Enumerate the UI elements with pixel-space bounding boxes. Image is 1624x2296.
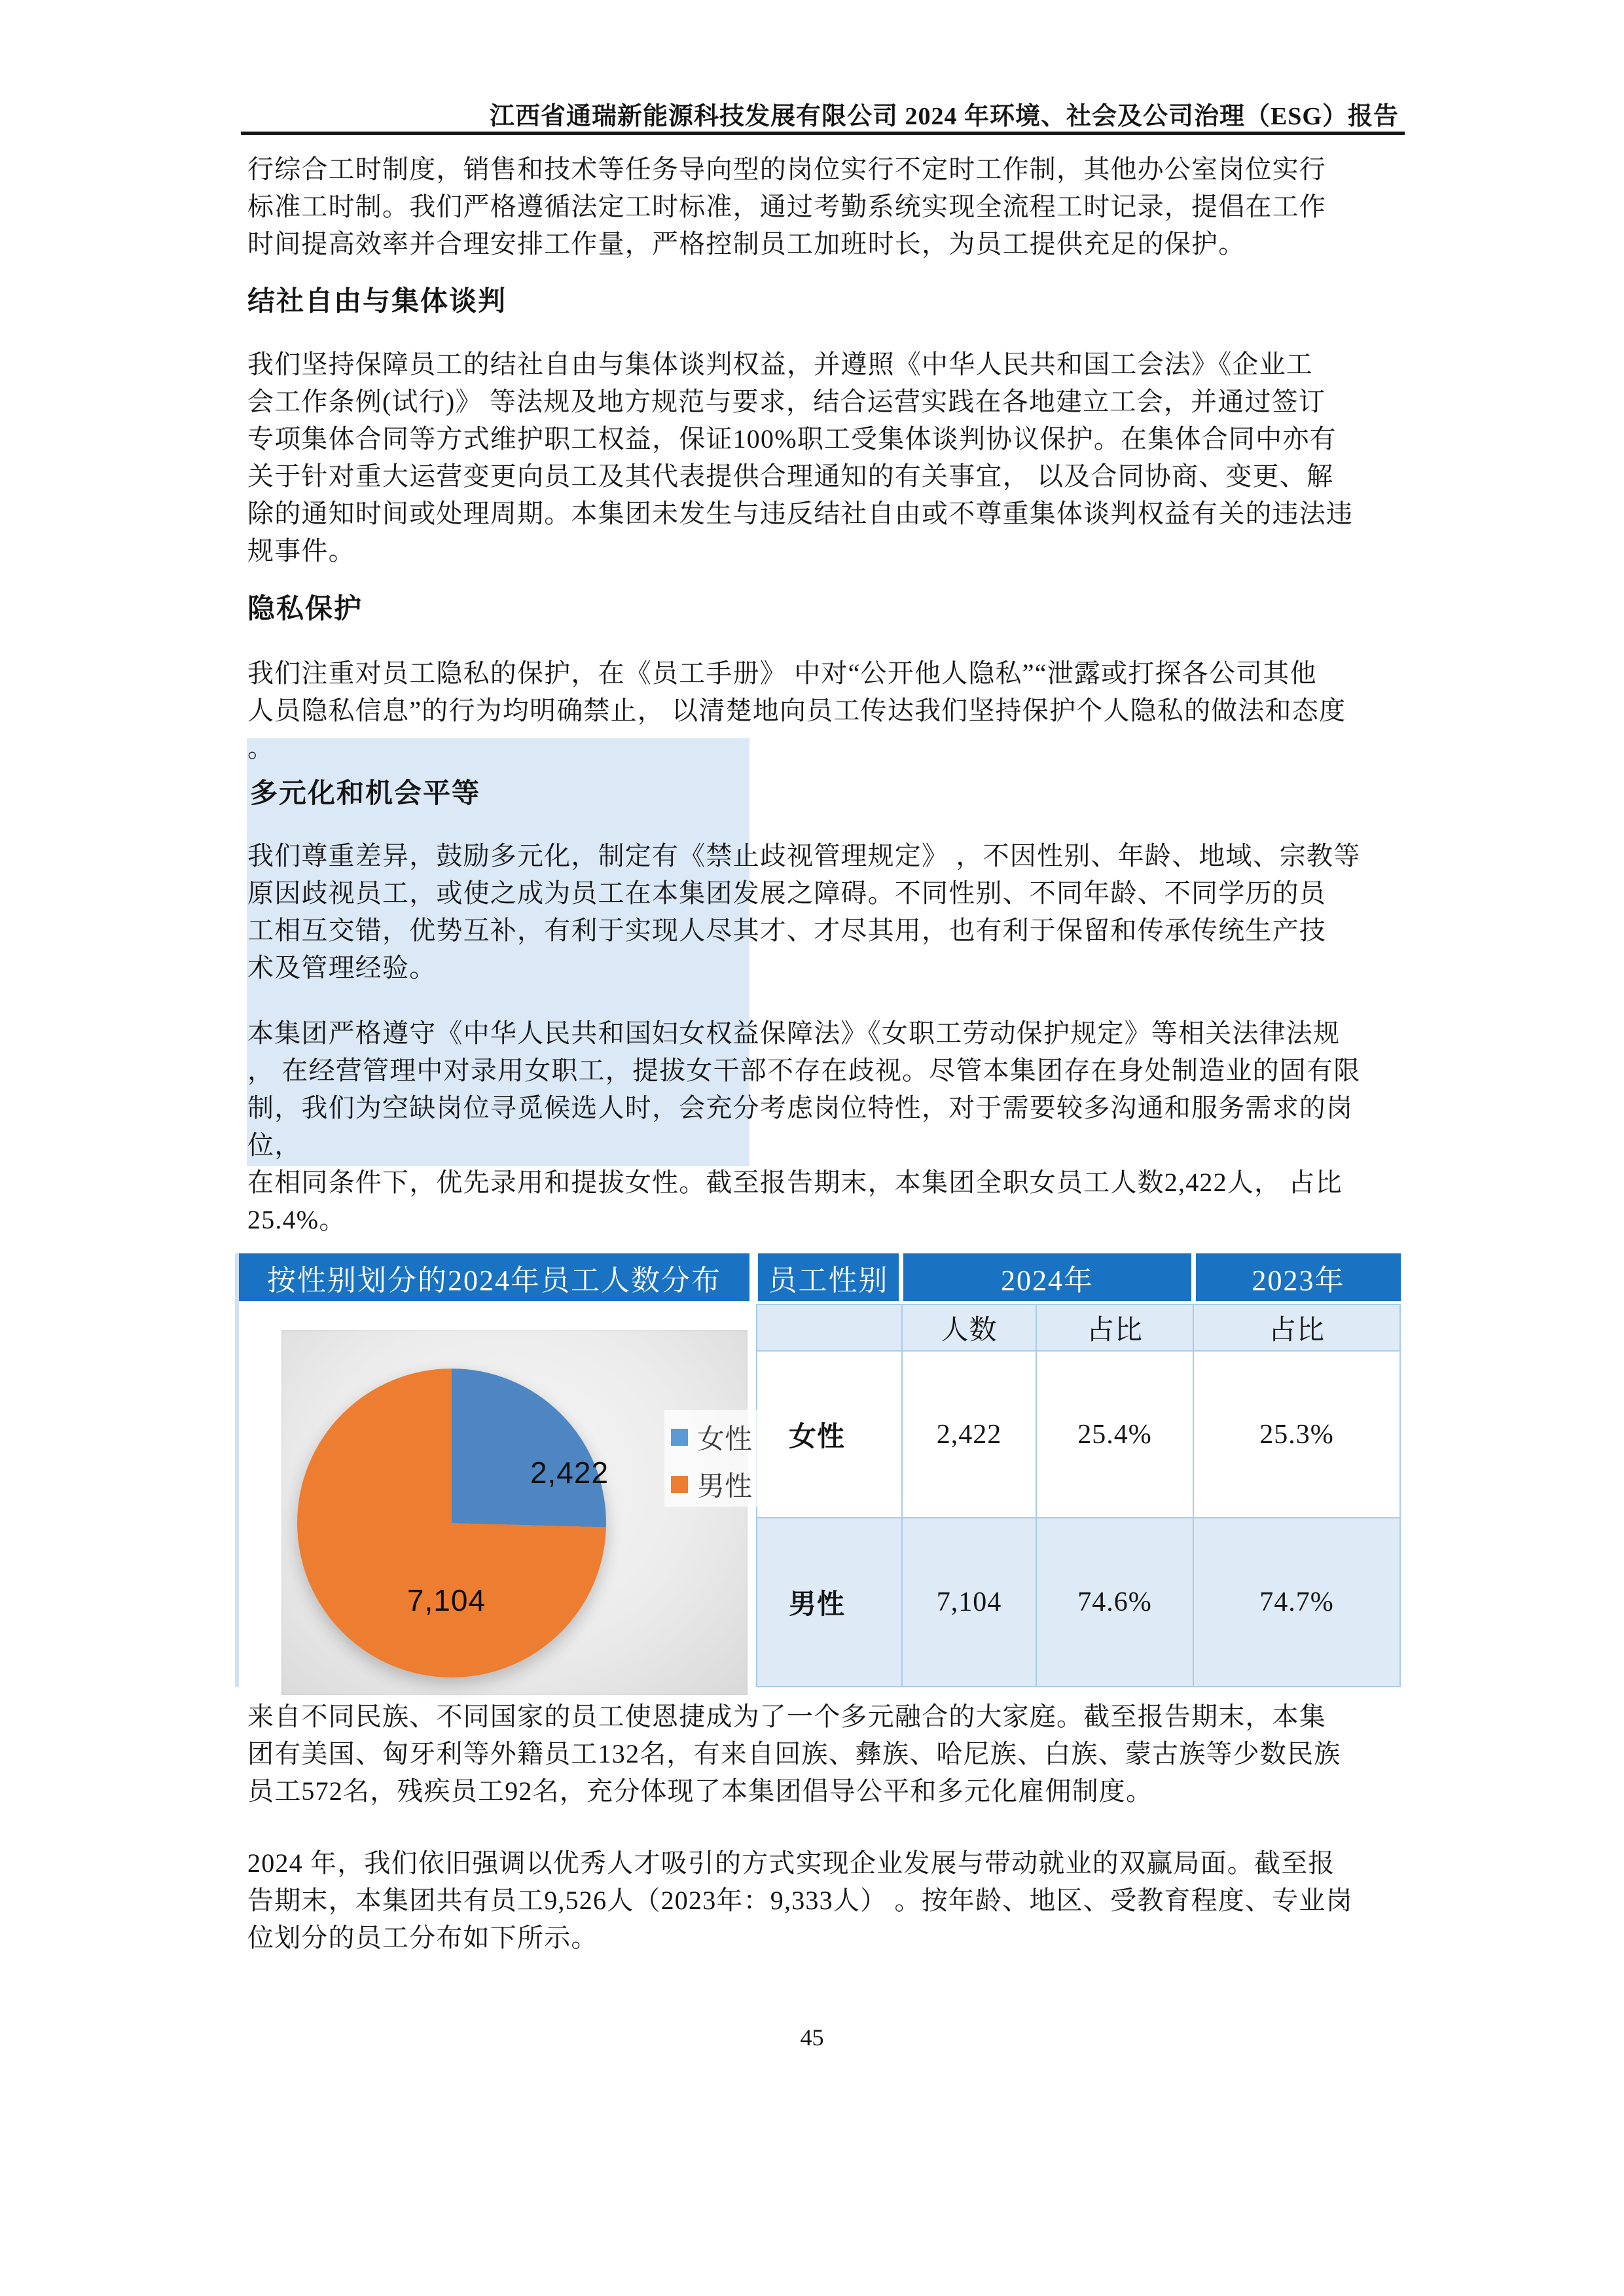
document-header-title: 江西省通瑞新能源科技发展有限公司 2024 年环境、社会及公司治理（ESG）报告	[489, 103, 1399, 130]
cell-gender: 女性	[789, 1422, 846, 1452]
paragraph-female-employment	[247, 1014, 1405, 1238]
paragraph-collective-bargaining	[247, 346, 1405, 569]
text-line: 员工572名，残疾员工92名，充分体现了本集团倡导公平和多元化雇佣制度。	[247, 1776, 1153, 1806]
text-line: 25.4%。	[247, 1205, 346, 1234]
text-line: 关于针对重大运营变更向员工及其代表提供合理通知的有关事宜， 以及合同协商、变更、解	[247, 461, 1334, 491]
cell-ratio-2023: 25.3%	[1193, 1352, 1399, 1517]
cell-count: 2,422	[901, 1352, 1036, 1517]
cell-ratio-2024: 25.4%	[1036, 1352, 1193, 1517]
pie-label-female: 2,422	[530, 1456, 609, 1490]
text-line: 除的通知时间或处理周期。本集团未发生与违反结社自由或不尊重集体谈判权益有关的违法违	[247, 499, 1354, 528]
table-row-female	[756, 1352, 1401, 1518]
cell-count: 7,104	[901, 1518, 1036, 1686]
text-line: 我们尊重差异，鼓励多元化，制定有《禁止歧视管理规定》 ，不因性别、年龄、地域、宗教等	[247, 841, 1361, 870]
text-line: 团有美国、匈牙利等外籍员工132名，有来自回族、彝族、哈尼族、白族、蒙古族等少数民族	[247, 1739, 1341, 1768]
heading-freedom-of-association: 结社自由与集体谈判	[247, 287, 507, 317]
text-line: 位划分的员工分布如下所示。	[247, 1923, 598, 1952]
pie-chart-area	[281, 1330, 753, 1695]
text-line: 会工作条例(试行)》 等法规及地方规范与要求，结合运营实践在各地建立工会，并通过签订	[247, 387, 1326, 416]
column-header-gender: 员工性别	[758, 1253, 899, 1301]
table-subheader-row	[756, 1304, 1401, 1352]
cell-gender: 男性	[789, 1590, 846, 1620]
text-line: 告期末，本集团共有员工9,526人（2023年：9,333人） 。按年龄、地区、受教育程度、专业岗	[247, 1886, 1353, 1915]
legend-label: 男性	[697, 1471, 753, 1501]
text-line: 规事件。	[247, 536, 355, 565]
legend-swatch-female-icon	[671, 1429, 688, 1446]
text-line: 人员隐私信息”的行为均明确禁止， 以清楚地向员工传达我们坚持保护个人隐私的做法和态度	[247, 696, 1346, 725]
text-line: 原因歧视员工，或使之成为员工在本集团发展之障碍。不同性别、不同年龄、不同学历的员	[247, 878, 1326, 908]
cell-ratio-2024: 74.6%	[1036, 1518, 1193, 1686]
legend-swatch-male-icon	[671, 1476, 688, 1493]
text-line: 在相同条件下，优先录用和提拔女性。截至报告期末，本集团全职女员工人数2,422人， 占比	[247, 1168, 1343, 1197]
text-line: 2024 年，我们依旧强调以优秀人才吸引的方式实现企业发展与带动就业的双赢局面。截至报	[247, 1848, 1335, 1878]
gender-distribution-table	[239, 1253, 1401, 1689]
heading-diversity-equal-opportunity: 多元化和机会平等	[250, 778, 481, 808]
legend-item-male	[671, 1471, 753, 1501]
text-line: 工相互交错，优势互补，有利于实现人尽其才、才尽其用，也有利于保留和传承传统生产技	[247, 916, 1326, 945]
paragraph-multicultural	[247, 1698, 1405, 1810]
text-line: 术及管理经验。	[247, 953, 437, 982]
text-line: 我们注重对员工隐私的保护，在《员工手册》 中对“公开他人隐私”“泄露或打探各公司其他	[247, 658, 1317, 688]
text-line: 位，	[247, 1130, 302, 1160]
text-line: 本集团严格遵守《中华人民共和国妇女权益保障法》《女职工劳动保护规定》等相关法律法规	[247, 1018, 1341, 1048]
chart-title-bar: 按性别划分的2024年员工人数分布	[239, 1253, 749, 1301]
heading-privacy-protection: 隐私保护	[247, 594, 363, 624]
paragraph-privacy	[247, 655, 1405, 766]
paragraph-diversity	[247, 837, 1405, 986]
text-line: 标准工时制。我们严格遵循法定工时标准，通过考勤系统实现全流程工时记录，提倡在工作	[247, 192, 1326, 221]
legend-label: 女性	[697, 1424, 753, 1454]
header-divider	[241, 132, 1405, 135]
text-line: 行综合工时制度，销售和技术等任务导向型的岗位实行不定时工作制，其他办公室岗位实行	[247, 154, 1326, 184]
subheader-ratio-2023: 占比	[1193, 1305, 1399, 1350]
text-line: 来自不同民族、不同国家的员工使恩捷成为了一个多元融合的大家庭。截至报告期末，本集	[247, 1702, 1326, 1731]
paragraph-working-hours	[247, 151, 1405, 262]
subheader-count: 人数	[901, 1305, 1036, 1350]
column-header-2024: 2024年	[903, 1253, 1191, 1301]
legend-item-female	[671, 1424, 753, 1454]
cell-ratio-2023: 74.7%	[1193, 1518, 1399, 1686]
text-line: 制，我们为空缺岗位寻觅候选人时，会充分考虑岗位特性，对于需要较多沟通和服务需求的岗	[247, 1093, 1354, 1122]
text-line: ， 在经营管理中对录用女职工，提拔女干部不存在歧视。尽管本集团存在身处制造业的固有限	[247, 1056, 1361, 1085]
text-line: 我们坚持保障员工的结社自由与集体谈判权益，并遵照《中华人民共和国工会法》《企业工	[247, 350, 1313, 379]
pie-label-male: 7,104	[406, 1583, 486, 1617]
pie	[297, 1369, 606, 1677]
subheader-empty-cell	[757, 1305, 901, 1350]
paragraph-talent-2024	[247, 1844, 1405, 1956]
text-line: 。	[247, 733, 275, 762]
table-row-male	[756, 1518, 1401, 1687]
text-line: 时间提高效率并合理安排工作量，严格控制员工加班时长，为员工提供充足的保护。	[247, 229, 1246, 259]
table-left-border	[235, 1253, 239, 1687]
subheader-ratio-2024: 占比	[1036, 1305, 1193, 1350]
column-header-2023: 2023年	[1196, 1253, 1401, 1301]
chart-legend	[664, 1410, 757, 1507]
page-number: 45	[800, 2024, 824, 2051]
text-line: 专项集体合同等方式维护职工权益，保证100%职工受集体谈判协议保护。在集体合同中亦有	[247, 424, 1337, 454]
